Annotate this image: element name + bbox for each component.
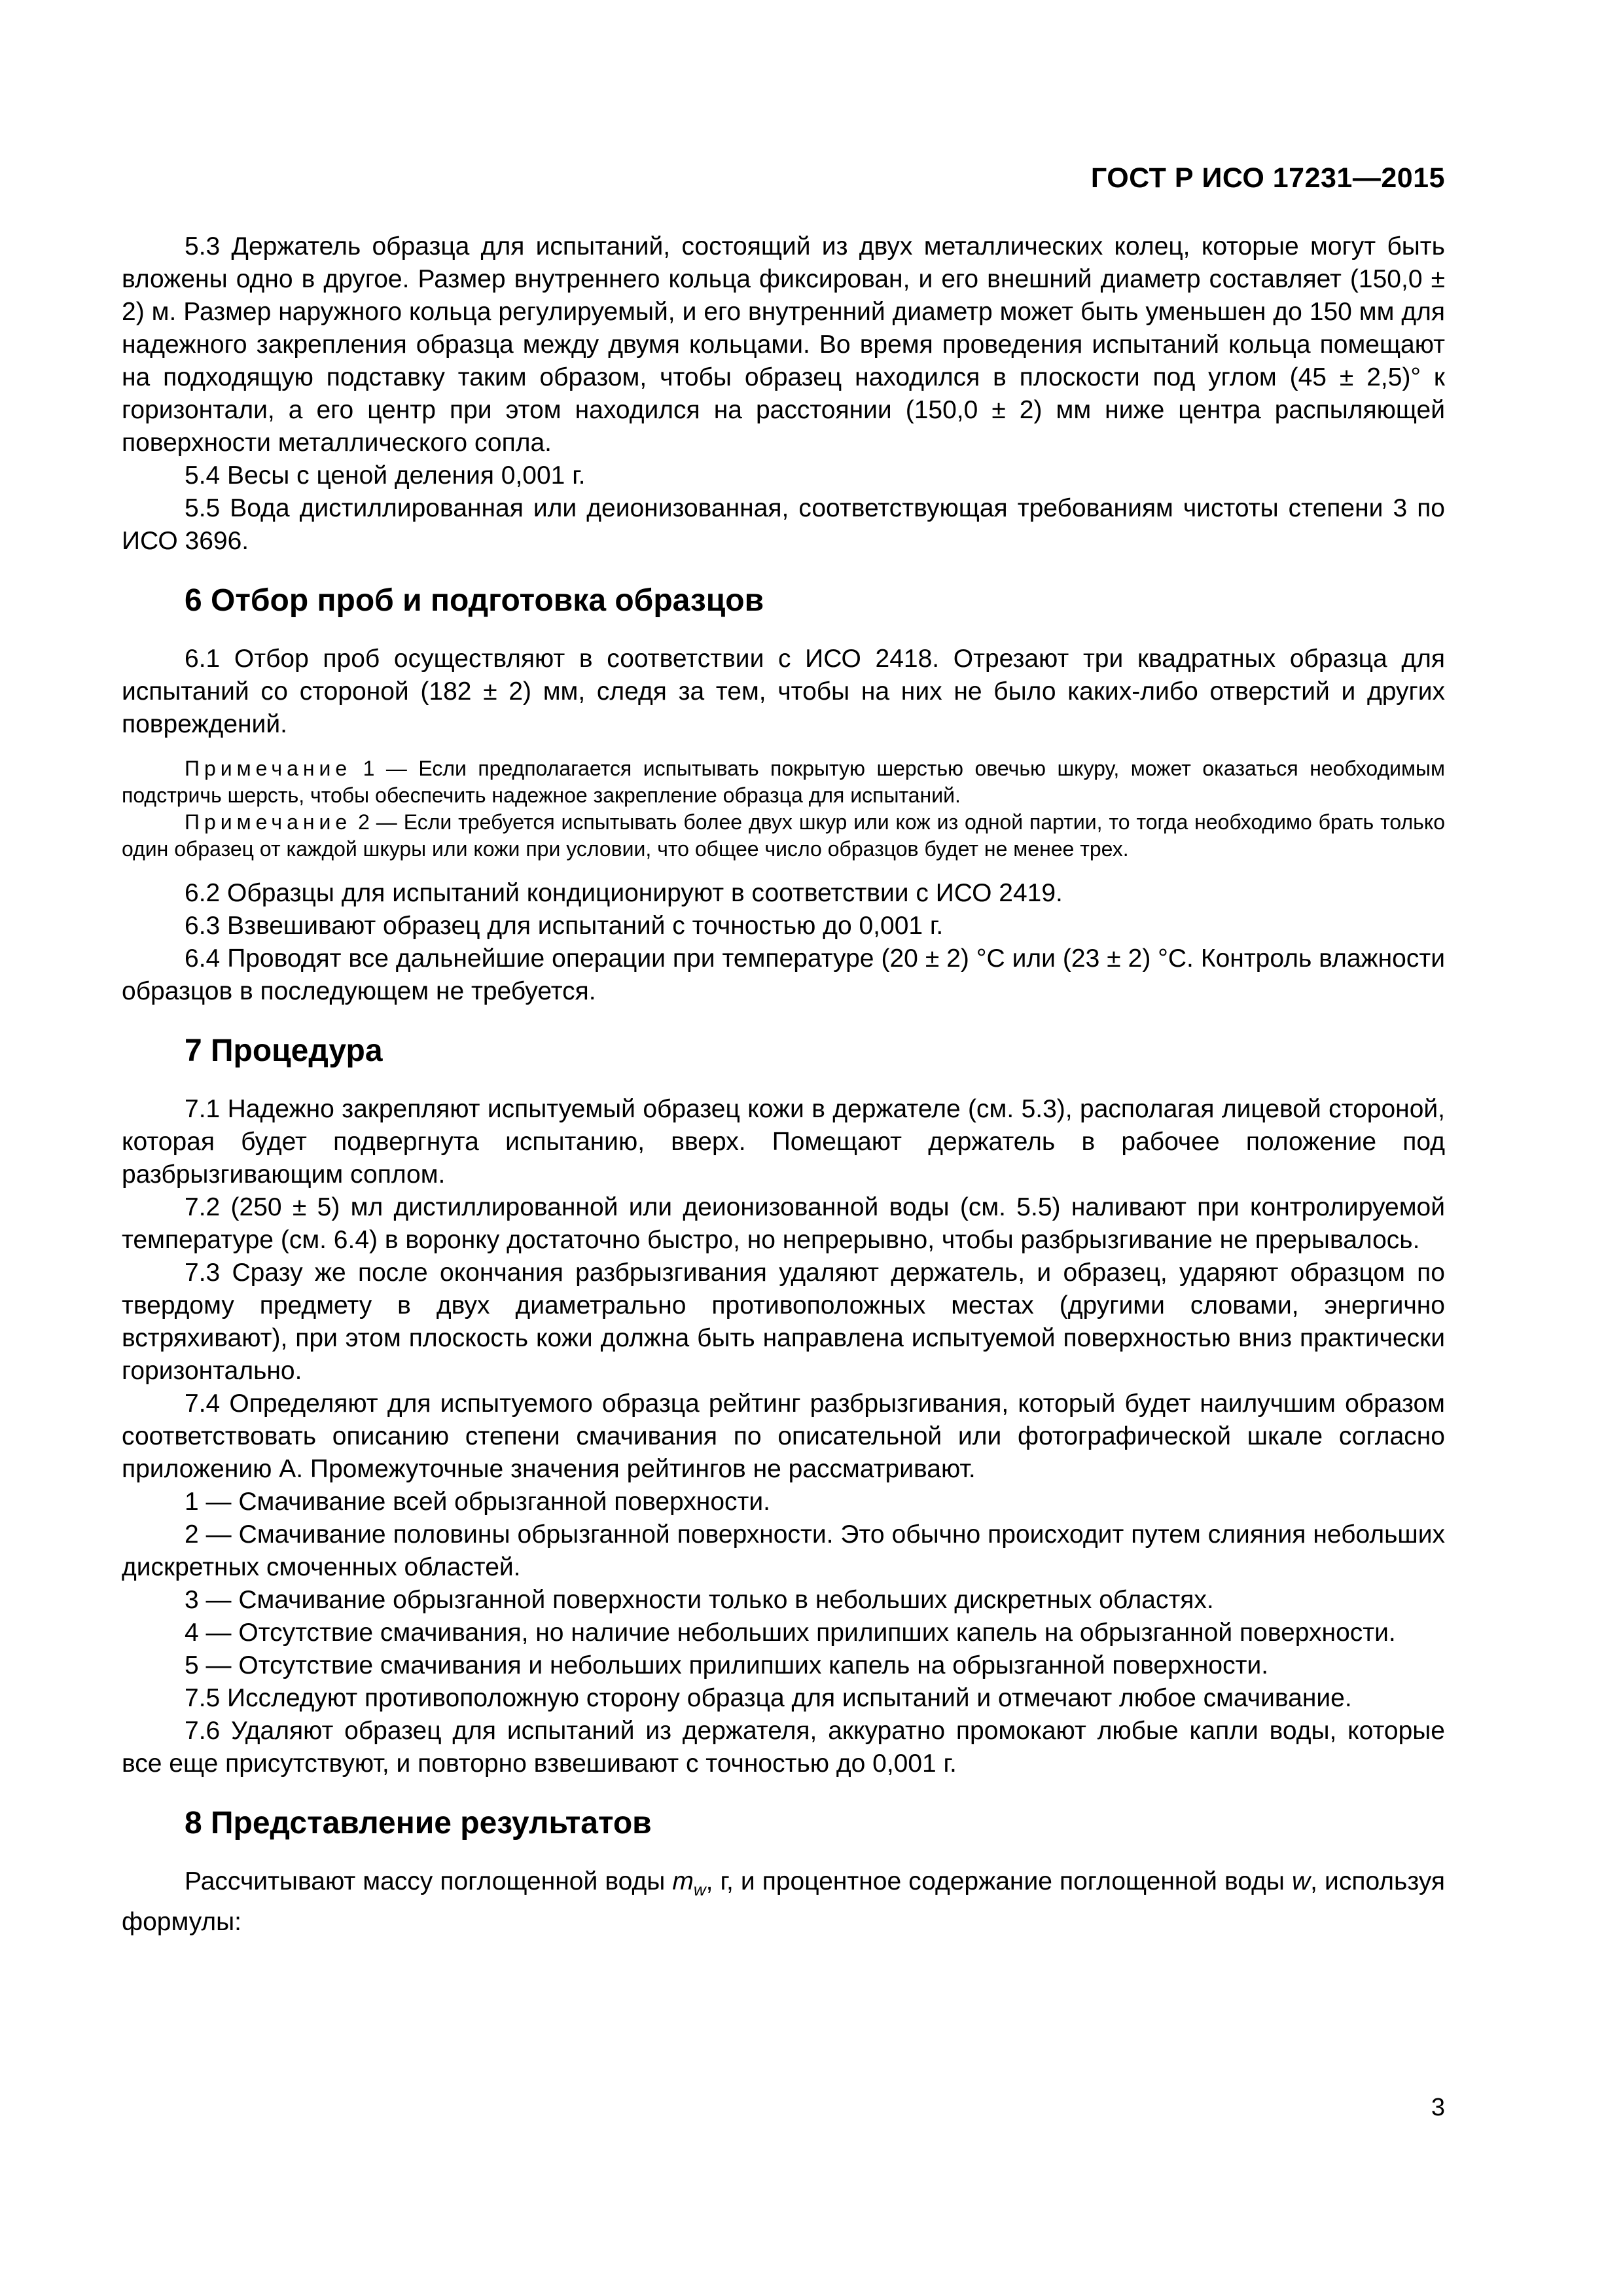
document-page <box>122 0 1445 2296</box>
paragraph-6-1: 6.1 Отбор проб осуществляют в соответствии с ИСО 2418. Отрезают три квадратных образца для испытаний со стороной (182 ± 2) мм, следя за тем, чтобы на них не было каких-либо отверстий и других повреждений. <box>122 645 1445 738</box>
paragraph-7-4: 7.4 Определяют для испытуемого образца рейтинг разбрызгивания, который будет наилучшим образом соответствовать описанию степени смачивания по описательной или фотографической шкале согласно приложению А. Промежуточные значения рейтингов не рассматривают. <box>122 1390 1445 1483</box>
paragraph-7-2: 7.2 (250 ± 5) мл дистиллированной или деионизованной воды (см. 5.5) наливают при контролируемой температуре (см. 6.4) в воронку достаточно быстро, но непрерывно, чтобы разбрызгивание не прерывалось. <box>122 1193 1445 1254</box>
symbol-m-subscript: w <box>693 1879 706 1899</box>
paragraph-8-text-c: , используя формулы: <box>122 1867 1445 1936</box>
note-1-lead: Примечание <box>185 757 352 780</box>
note-1-text: 1 — Если предполагается испытывать покрытую шерстью овечью шкуру, может оказаться необходимым подстричь шерсть, чтобы обеспечить надежное закрепление образца для испытаний. <box>122 757 1445 807</box>
section-8-heading: 8 Представление результатов <box>185 1806 652 1840</box>
paragraph-5-4: 5.4 Весы с ценой деления 0,001 г. <box>185 461 586 490</box>
rating-4: 4 — Отсутствие смачивания, но наличие небольших прилипших капель на обрызганной поверхности. <box>185 1619 1396 1647</box>
paragraph-7-1: 7.1 Надежно закрепляют испытуемый образец кожи в держателе (см. 5.3), располагая лицевой стороной, которая будет подвергнута испытанию, вверх. Помещают держатель в рабочее положение под разбрызгивающим соплом. <box>122 1095 1445 1189</box>
section-7-heading: 7 Процедура <box>185 1033 383 1068</box>
rating-1: 1 — Смачивание всей обрызганной поверхности. <box>185 1488 771 1516</box>
symbol-m-letter: m <box>672 1867 694 1895</box>
paragraph-7-5: 7.5 Исследуют противоположную сторону образца для испытаний и отмечают любое смачивание. <box>185 1684 1352 1712</box>
note-2-lead: Примечание <box>185 810 352 834</box>
note-1 <box>122 755 1445 809</box>
paragraph-6-3: 6.3 Взвешивают образец для испытаний с точностью до 0,001 г. <box>185 912 944 940</box>
symbol-w: w <box>1291 1867 1311 1895</box>
note-2 <box>122 809 1445 863</box>
document-header: ГОСТ Р ИСО 17231—2015 <box>1090 162 1445 194</box>
paragraph-8-intro <box>122 1865 1445 1939</box>
paragraph-6-2: 6.2 Образцы для испытаний кондиционируют в соответствии с ИСО 2419. <box>185 879 1063 907</box>
note-2-text: 2 — Если требуется испытывать более двух шкур или кож из одной партии, то тогда необходимо брать только один образец от каждой шкуры или кожи при условии, что общее число образцов будет не менее трех. <box>122 810 1445 861</box>
symbol-m <box>672 1867 706 1899</box>
section-6-heading: 6 Отбор проб и подготовка образцов <box>185 583 764 618</box>
rating-2: 2 — Смачивание половины обрызганной поверхности. Это обычно происходит путем слияния небольших дискретных смоченных областей. <box>122 1520 1445 1581</box>
document-body <box>122 230 1445 1939</box>
rating-5: 5 — Отсутствие смачивания и небольших прилипших капель на обрызганной поверхности. <box>185 1651 1269 1679</box>
paragraph-8-text-b: , г, и процентное содержание поглощенной воды <box>705 1867 1292 1895</box>
paragraph-8-text-a: Рассчитывают массу поглощенной воды <box>185 1867 673 1895</box>
paragraph-6-4: 6.4 Проводят все дальнейшие операции при температуре (20 ± 2) °C или (23 ± 2) °C. Контроль влажности образцов в последующем не требуется. <box>122 944 1445 1005</box>
rating-3: 3 — Смачивание обрызганной поверхности только в небольших дискретных областях. <box>185 1586 1214 1614</box>
page-number: 3 <box>1431 2094 1445 2121</box>
paragraph-5-5: 5.5 Вода дистиллированная или деионизованная, соответствующая требованиям чистоты степени 3 по ИСО 3696. <box>122 494 1445 555</box>
paragraph-7-3: 7.3 Сразу же после окончания разбрызгивания удаляют держатель, и образец, ударяют образцом по твердому предмету в двух диаметрально противоположных местах (другими словами, энергично встряхивают), при этом плоскость кожи должна быть направлена испытуемой поверхностью вниз практически горизонтально. <box>122 1259 1445 1385</box>
paragraph-5-3: 5.3 Держатель образца для испытаний, состоящий из двух металлических колец, которые могут быть вложены одно в другое. Размер внутреннего кольца фиксирован, и его внешний диаметр составляет (150,0 ± 2) м. Размер наружного кольца регулируемый, и его внутренний диаметр может быть уменьшен до 150 мм для надежного закрепления образца между двумя кольцами. Во время проведения испытаний кольца помещают на подходящую подставку таким образом, чтобы образец находился в плоскости под углом (45 ± 2,5)° к горизонтали, а его центр при этом находился на расстоянии (150,0 ± 2) мм ниже центра распыляющей поверхности металлического сопла. <box>122 232 1445 457</box>
paragraph-7-6: 7.6 Удаляют образец для испытаний из держателя, аккуратно промокают любые капли воды, которые все еще присутствуют, и повторно взвешивают с точностью до 0,001 г. <box>122 1717 1445 1778</box>
